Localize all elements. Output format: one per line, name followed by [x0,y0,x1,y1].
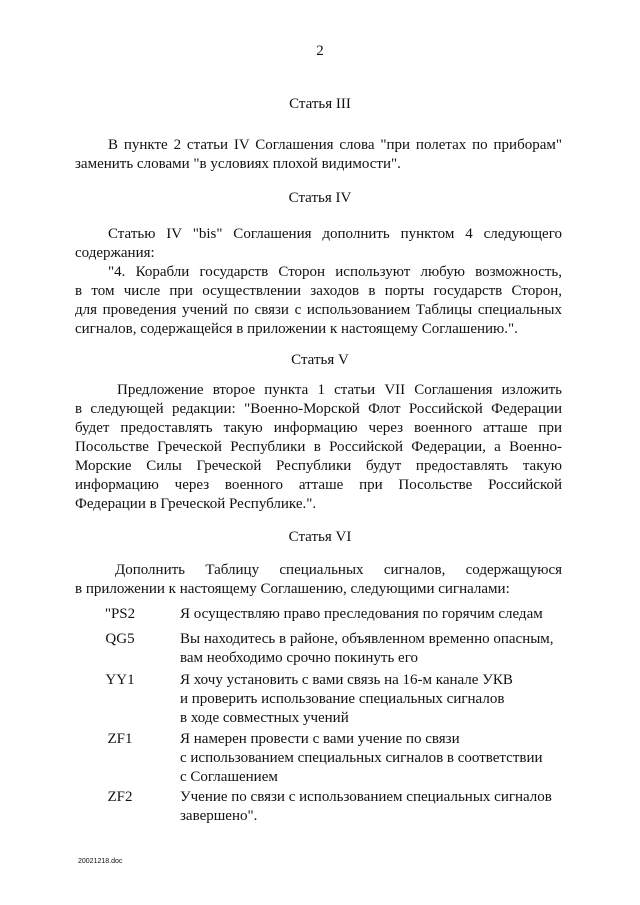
text-line: с использованием специальных сигналов в соответствии [180,750,543,766]
text-line: Предложение второе пункта 1 статьи VII Соглашения изложить [117,382,562,398]
article-paragraph [75,136,562,174]
text-line: Статью IV "bis" Соглашения дополнить пунктом 4 следующего [108,226,562,242]
signal-meaning [180,788,565,826]
text-line: с Соглашением [180,769,278,785]
signal-code: ZF1 [107,731,133,747]
text-line: Я осуществляю право преследования по горячим следам [180,606,543,622]
article-heading: Статья III [289,96,351,112]
text-line: в ходе совместных учений [180,710,349,726]
text-line: Федерации в Греческой Республике.". [75,496,317,512]
signal-meaning [180,671,565,728]
article-heading: Статья V [291,352,349,368]
text-line: завершено". [180,808,258,824]
text-line: в приложении к настоящему Соглашению, следующими сигналами: [75,581,510,597]
text-line: и проверить использование специальных сигналов [180,691,505,707]
text-line: Я хочу установить с вами связь на 16-м канале УКВ [180,672,513,688]
text-line: в следующей редакции: "Военно-Морской Флот Российской Федерации [75,401,562,417]
text-line: Я намерен провести с вами учение по связи [180,731,460,747]
text-line: вам необходимо срочно покинуть его [180,650,418,666]
page-number: 2 [316,43,324,59]
text-line: будет предоставлять такую информацию через военного атташе при [75,420,562,436]
text-line: для проведения учений по связи с использованием Таблицы специальных [75,302,562,318]
text-line: содержания: [75,245,155,261]
signal-code: QG5 [105,631,135,647]
text-line: Морские Силы Греческой Республики будут предоставлять такую [75,458,562,474]
signal-code: "PS2 [104,606,136,622]
text-line: Вы находитесь в районе, объявленном временно опасным, [180,631,554,647]
text-line: Дополнить Таблицу специальных сигналов, содержащуюся [115,562,562,578]
text-line: Учение по связи с использованием специальных сигналов [180,789,552,805]
article-paragraph [75,561,562,599]
text-line: заменить словами "в условиях плохой видимости". [75,156,401,172]
text-line: сигналов, содержащейся в приложении к настоящему Соглашению.". [75,321,518,337]
article-heading: Статья VI [288,529,352,545]
signal-code: YY1 [105,672,135,688]
signal-meaning [180,605,565,624]
text-line: информацию через военного атташе при Посольстве Российской [75,477,562,493]
article-heading: Статья IV [288,190,352,206]
signal-code: ZF2 [107,789,133,805]
text-line: Посольстве Греческой Республики в Российской Федерации, а Военно- [75,439,562,455]
text-line: "4. Корабли государств Сторон используют любую возможность, [108,264,562,280]
signal-meaning [180,730,565,787]
article-paragraph [75,225,562,339]
signal-meaning [180,630,565,668]
text-line: в том числе при осуществлении заходов в порты государств Сторон, [75,283,562,299]
article-paragraph [75,381,562,514]
file-name-footer: 20021218.doc [78,858,123,865]
text-line: В пункте 2 статьи IV Соглашения слова "при полетах по приборам" [108,137,562,153]
